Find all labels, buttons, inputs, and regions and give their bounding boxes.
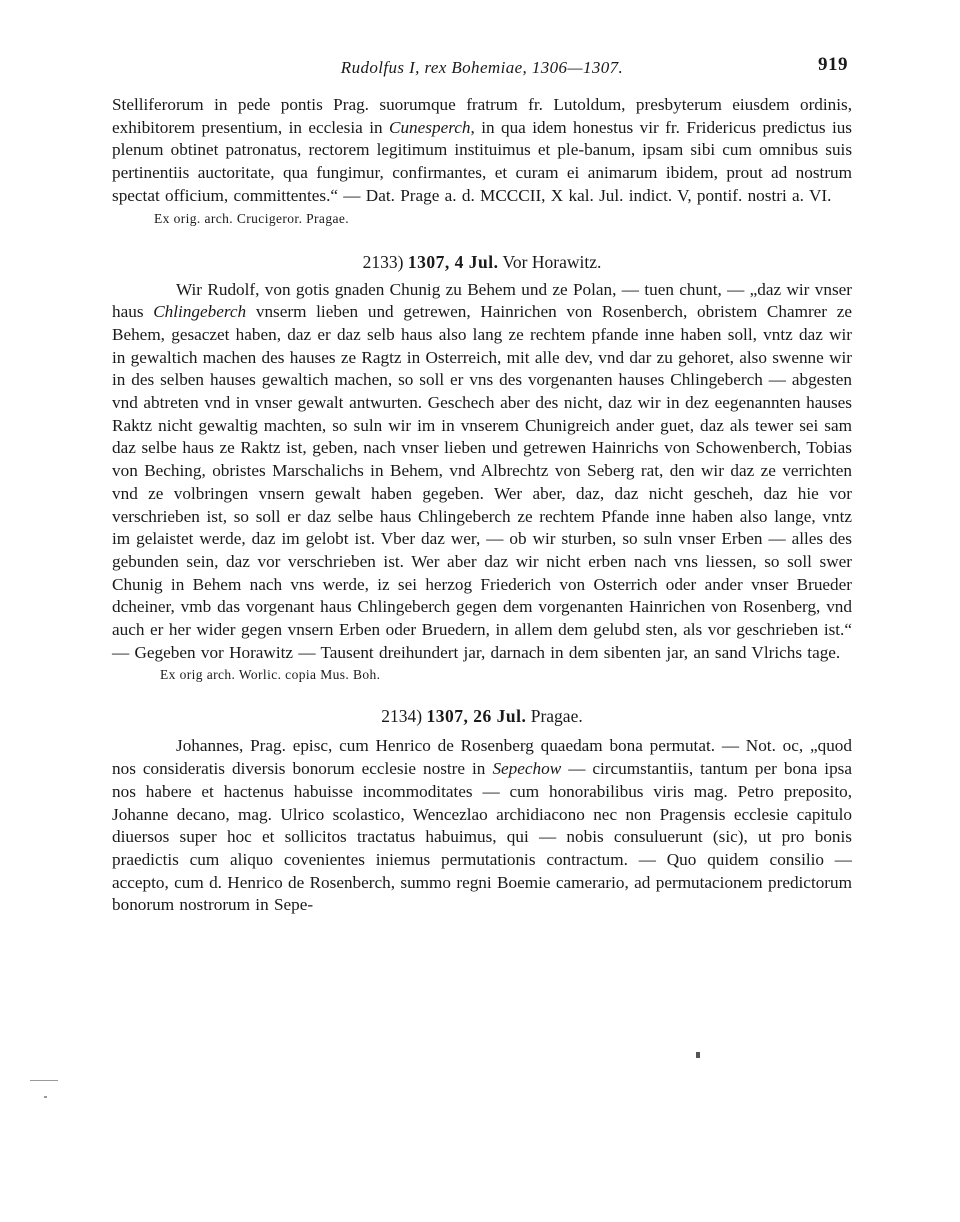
source-note: Ex orig arch. Worlic. copia Mus. Boh. (160, 667, 381, 683)
source-note: Ex orig. arch. Crucigeror. Pragae. (154, 210, 350, 226)
continuation-line: Fridericus predictus ius plenum obtinet patronatus, rectorem legitimum instituimus et ple- (112, 117, 853, 160)
scan-speck (44, 1096, 47, 1098)
page-number: 919 (818, 54, 848, 75)
entry-place: Pragae. (530, 706, 583, 727)
continuation-line: curam ei animarum ibidem, prout ad nostrum spectat officium, committentes.“ — Dat. Prage (112, 163, 853, 205)
scan-speck (696, 1052, 700, 1058)
place-name: Chlingeberch (153, 302, 247, 322)
running-head: Rudolfus I, rex Bohemiae, 1306—1307. (340, 58, 624, 77)
entry-2134 (112, 706, 852, 917)
place-name: Cunesperch (389, 117, 471, 137)
place-name: Sepechow (492, 759, 562, 779)
page-header (112, 46, 852, 86)
entry-text-part: — circumstantiis, tantum per bona ipsa nos habere et hactenus habuisse incommoditates — cum honorabilibus viris mag. Petro preposito, Johanne decano, mag. Ulrico scolastico, Wencezlao archidiacono nec non Pragensis ecclesie capitulo diuersos super hoc et sollicitos tractatus habuimus, qui — nobis consuluerunt (sic), ut pro bonis praedictis cum aliquo covenientes iniemus permutationis contractum. — Quo quidem consilio — accepto, cum d. Henrico de Rosenberch, summo regni Boemie camerario, ad permutacionem predictorum bonorum nostrorum in Sepe- (112, 759, 852, 915)
entry-text-part: Wir Rudolf, von gotis gnaden Chunig zu Behem und ze Polan, — tuen chunt, — „daz wir vnser haus (112, 279, 852, 322)
entry-date: 1307, 26 Jul. (426, 706, 527, 727)
continuation-block (112, 94, 852, 228)
entry-heading (112, 706, 852, 727)
entry-2133 (112, 252, 852, 685)
entry-date: 1307, 4 Jul. (407, 251, 499, 272)
entry-text (112, 279, 852, 665)
entry-text-part: Johannes, Prag. episc, cum Henrico de Rosenberg quaedam bona permutat. — Not. oc, „quod nos consideratis diversis bonorum ecclesie nostre in (112, 736, 852, 779)
continuation-line: , in qua idem honestus vir fr. (470, 117, 680, 137)
scan-speck (30, 1080, 58, 1081)
entry-text-part: vnserm lieben und getrewen, Hainrichen von Rosenberch, obristem Chamrer ze Behem, gesaczet haben, daz er daz selb haus also lang ze rechtem pfande inne haben soll, vntz daz wir in gewaltich machen des hauses ze Ragtz in Osterreich, mit alle dev, vnd dar zu gehoret, also swenne wir in des selben hauses gewaltich machen, so soll er vns des vorgenanten hauses Chlingeberch — abgesten vnd abtreten vnd in vnser gewalt antwurten. Geschech aber des nicht, daz wir in dez eegenannten hauses Raktz nicht gewaltig machten, so suln wir im in vnserem Chunigreich ander guet, daz als tewer sei sam daz selbe haus ze Raktz ist, geben, nach vnser lieben und getrewen Hainrichs von Schowenberch, Tobias von Beching, obristes Marschalichs in Behem, vnd Albrechtz von Seberg rat, den wir daz ze verrichten vnd ze volbringen vnsern gewalt haben gegeben. Wer aber, daz, daz nicht gescheh, daz hie vor verschrieben ist, so soll er daz selbe haus Chlingeberch ze rechtem Pfande inne haben also lange, vntz im gelaistet werde, daz im gelobt ist. Vber daz wer, — ob wir sturben, so suln vnser Erben — alles des gebunden sein, daz vor verschrieben ist. Wer aber daz wir nicht erben nach vns liessen, so soll swer Chunig in Behem nach vns werde, iz sei herzog Friederich von Osterrich oder ander vnser Brueder dcheiner, vmb das vorgenant haus Chlingeberch gegen dem vorgenanten Hainrichen von Rosenberg, vnd auch er her wider gegen vnsern Erben oder Bruedern, in allem dem gelubd sten, als vor geschrieben ist.“ — Gegeben vor Horawitz — Tausent dreihundert jar, darnach in dem sibenten jar, an sand Vlrichs tage. (112, 302, 852, 662)
continuation-line: ordinis, exhibitorem presentium, in ecclesia in (112, 95, 853, 137)
book-page (112, 46, 852, 917)
entry-number: 2134) (381, 706, 423, 727)
continuation-text (112, 94, 852, 208)
continuation-line: Stelliferorum in pede pontis Prag. suorumque fratrum fr. Lutoldum, presbyterum eiusdem (112, 95, 790, 114)
entry-heading (112, 252, 852, 273)
continuation-line: banum, ipsam sibi cum omnibus suis pertinentiis auctoritate, qua fungimur, confirmantes, et (112, 140, 853, 183)
continuation-line: a. d. MCCCII, X kal. Jul. indict. V, pontif. nostri a. VI. (444, 185, 832, 205)
entry-number: 2133) (362, 251, 404, 272)
entry-place: Vor Horawitz. (502, 251, 602, 272)
entry-text (112, 735, 852, 917)
